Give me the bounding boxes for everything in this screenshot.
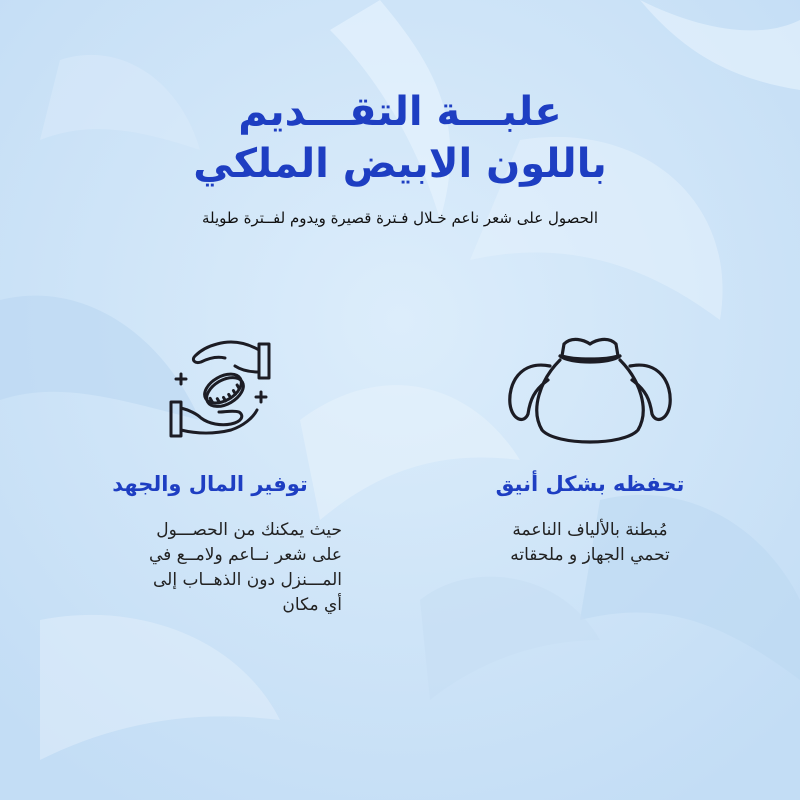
drawstring-pouch-icon — [440, 320, 740, 460]
feature-description — [60, 518, 342, 618]
page-title-line2: باللون الابيض الملكي — [193, 141, 607, 187]
feature-description-line: أي مكان — [282, 595, 342, 615]
feature-description-line: حيث يمكنك من الحصـــول — [156, 520, 342, 540]
feature-title: توفير المال والجهد — [112, 472, 308, 496]
feature-title: تحفظه بشكل أنيق — [495, 472, 685, 496]
feature-description-line: تحمي الجهاز و ملحقاته — [510, 545, 670, 565]
hands-coin-icon — [60, 320, 360, 460]
feature-description — [440, 518, 740, 568]
page-subtitle: الحصول على شعر ناعم خـلال فـترة قصيرة ويدوم لفــترة طويلة — [201, 209, 599, 227]
feature-description-line: على شعر نــاعم ولامــع في — [148, 545, 342, 565]
feature-description-line: مُبطنة بالألياف الناعمة — [512, 520, 668, 540]
feature-description-line: المـــنزل دون الذهــاب إلى — [152, 570, 342, 590]
page-title-line1: علبـــة التقـــديم — [238, 89, 562, 135]
